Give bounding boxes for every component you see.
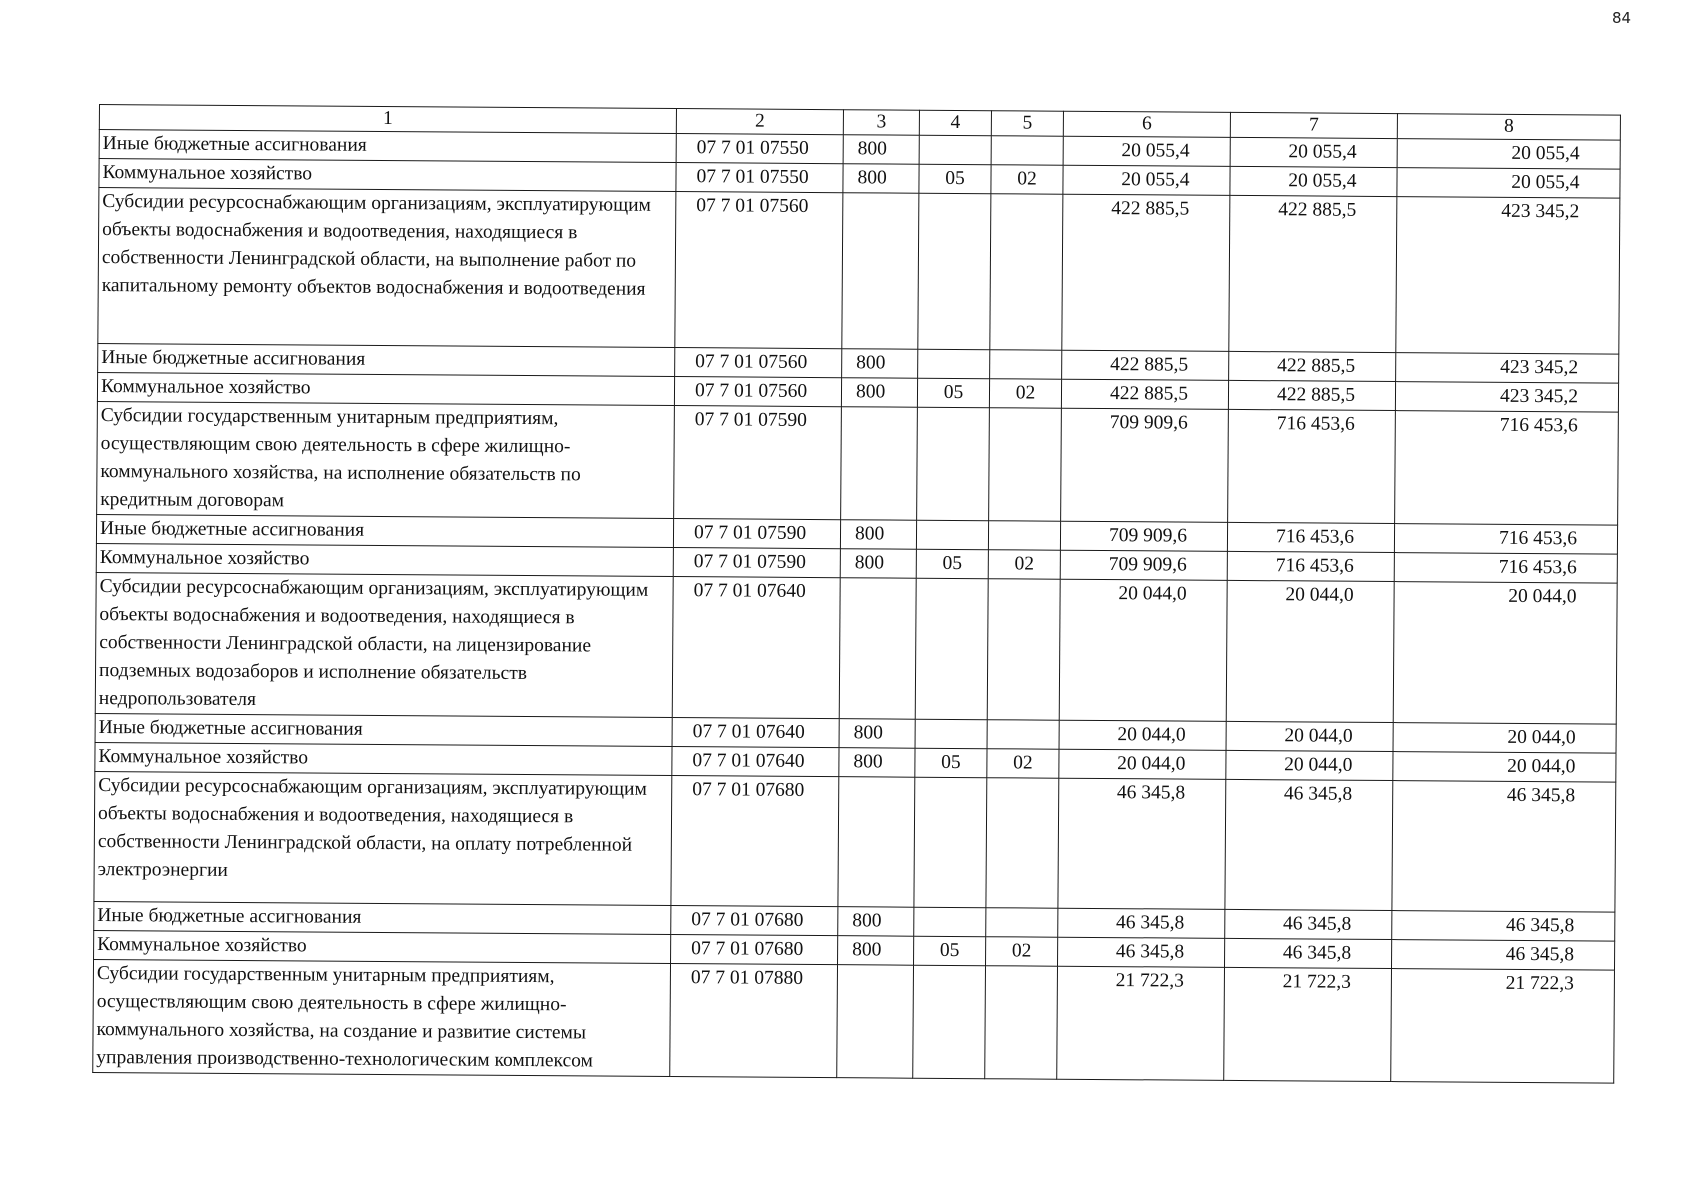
- section: [914, 777, 987, 907]
- amount-year-2: 20 044,0: [1226, 580, 1394, 722]
- expense-type: 800: [843, 164, 919, 194]
- amount-year-3: 716 453,6: [1394, 524, 1617, 555]
- amount-year-3: 20 044,0: [1393, 582, 1617, 725]
- amount-year-2: 422 885,5: [1229, 195, 1397, 352]
- section: 05: [915, 748, 987, 778]
- amount-year-2: 20 044,0: [1226, 721, 1393, 751]
- section: 05: [917, 378, 989, 408]
- amount-year-1: 20 055,4: [1063, 136, 1230, 166]
- expense-type: [842, 193, 919, 350]
- row-name: Коммунальное хозяйство: [95, 742, 672, 775]
- subsection: 02: [989, 379, 1061, 409]
- section: 05: [919, 164, 991, 194]
- column-number: 5: [991, 111, 1063, 137]
- target-code: 07 7 01 07640: [672, 747, 839, 777]
- subsection: [985, 966, 1058, 1079]
- amount-year-1: 20 055,4: [1063, 165, 1230, 195]
- amount-year-3: 423 345,2: [1395, 382, 1618, 413]
- subsection: [989, 408, 1062, 521]
- expense-type: [839, 578, 916, 720]
- row-name: Коммунальное хозяйство: [94, 930, 671, 963]
- column-number: 7: [1230, 112, 1397, 138]
- amount-year-3: 20 044,0: [1393, 723, 1616, 754]
- amount-year-2: 716 453,6: [1227, 522, 1394, 552]
- amount-year-1: 46 345,8: [1058, 908, 1225, 938]
- budget-sheet: [92, 104, 1620, 1084]
- section: [919, 135, 991, 165]
- column-number: 1: [99, 105, 676, 134]
- expense-type: [841, 407, 918, 521]
- expense-type: 800: [840, 549, 916, 579]
- target-code: 07 7 01 07680: [671, 906, 838, 936]
- amount-year-2: 21 722,3: [1224, 967, 1392, 1081]
- target-code: 07 7 01 07560: [675, 348, 842, 378]
- amount-year-1: 20 044,0: [1059, 749, 1226, 779]
- subsection: 02: [986, 937, 1058, 967]
- subsection: 02: [991, 165, 1063, 195]
- row-name: Субсидии государственным унитарным предприятиям, осуществляющим свою деятельность в сфере жилищно-коммунального хозяйства, на исполнение обязательств по кредитным договорам: [97, 401, 675, 518]
- section: [918, 349, 990, 379]
- row-name: Коммунальное хозяйство: [96, 543, 673, 576]
- target-code: 07 7 01 07550: [676, 134, 843, 164]
- subsection: [988, 521, 1060, 551]
- expense-type: 800: [839, 748, 915, 778]
- target-code: 07 7 01 07560: [675, 192, 843, 349]
- row-name: Иные бюджетные ассигнования: [99, 130, 676, 163]
- expense-type: 800: [842, 349, 918, 379]
- section: 05: [914, 936, 986, 966]
- row-name: Субсидии ресурсоснабжающим организациям, эксплуатирующим объекты водоснабжения и водоотведения, находящиеся в собственности Ленинградской области, на оплату потребленной электроэнергии: [94, 771, 672, 905]
- amount-year-1: 46 345,8: [1058, 937, 1225, 967]
- table-row: [97, 401, 1619, 525]
- amount-year-2: 422 885,5: [1229, 351, 1396, 381]
- subsection: [987, 720, 1059, 750]
- target-code: 07 7 01 07680: [671, 935, 838, 965]
- amount-year-2: 20 055,4: [1230, 137, 1397, 167]
- page-number: 84: [1612, 9, 1632, 27]
- column-number: 6: [1063, 111, 1230, 137]
- row-name: Субсидии ресурсоснабжающим организациям, эксплуатирующим объекты водоснабжения и водоотведения, находящиеся в собственности Ленинградской области, на лицензирование подземных водозаборов и исполнение обязательств недропользователя: [95, 572, 673, 717]
- section: 05: [916, 549, 988, 579]
- amount-year-3: 20 044,0: [1393, 752, 1616, 783]
- budget-table: [92, 104, 1621, 1084]
- amount-year-3: 46 345,8: [1391, 940, 1614, 971]
- target-code: 07 7 01 07550: [676, 163, 843, 193]
- table-body: [93, 130, 1621, 1084]
- row-name: Иные бюджетные ассигнования: [95, 713, 672, 746]
- section: [913, 965, 986, 1078]
- amount-year-3: 423 345,2: [1396, 197, 1620, 355]
- amount-year-3: 20 055,4: [1397, 168, 1620, 199]
- target-code: 07 7 01 07680: [671, 776, 839, 907]
- expense-type: 800: [838, 907, 914, 937]
- amount-year-1: 709 909,6: [1060, 550, 1227, 580]
- table-row: [98, 188, 1620, 355]
- amount-year-2: 422 885,5: [1228, 380, 1395, 410]
- subsection: 02: [988, 550, 1060, 580]
- section: [915, 578, 988, 719]
- section: [917, 407, 990, 520]
- amount-year-1: 422 885,5: [1062, 194, 1230, 351]
- amount-year-3: 20 055,4: [1397, 139, 1620, 170]
- expense-type: [837, 965, 914, 1079]
- subsection: [987, 579, 1060, 720]
- amount-year-1: 20 044,0: [1059, 579, 1227, 721]
- section: [918, 193, 991, 349]
- subsection: [990, 194, 1063, 350]
- section: [916, 520, 988, 550]
- amount-year-1: 21 722,3: [1057, 966, 1225, 1080]
- section: [915, 719, 987, 749]
- subsection: 02: [987, 749, 1059, 779]
- row-name: Коммунальное хозяйство: [97, 372, 674, 405]
- column-number: 8: [1397, 114, 1620, 141]
- column-number: 4: [919, 110, 991, 136]
- amount-year-2: 20 044,0: [1226, 750, 1393, 780]
- amount-year-1: 709 909,6: [1061, 408, 1229, 522]
- column-number: 2: [676, 109, 843, 135]
- expense-type: 800: [843, 135, 919, 165]
- row-name: Субсидии ресурсоснабжающим организациям, эксплуатирующим объекты водоснабжения и водоотведения, находящиеся в собственности Ленинградской области, на выполнение работ по капитальному ремонту объектов водоснабжения и водоотведения: [98, 188, 676, 348]
- target-code: 07 7 01 07590: [674, 406, 842, 520]
- target-code: 07 7 01 07880: [670, 964, 838, 1078]
- table-row: [93, 959, 1615, 1083]
- column-number: 3: [843, 110, 919, 136]
- amount-year-3: 423 345,2: [1396, 353, 1619, 384]
- subsection: [986, 908, 1058, 938]
- expense-type: [838, 777, 915, 908]
- target-code: 07 7 01 07590: [673, 519, 840, 549]
- target-code: 07 7 01 07560: [674, 377, 841, 407]
- amount-year-2: 716 453,6: [1228, 409, 1396, 523]
- row-name: Коммунальное хозяйство: [99, 159, 676, 192]
- row-name: Иные бюджетные ассигнования: [94, 901, 671, 934]
- amount-year-2: 20 055,4: [1230, 166, 1397, 196]
- subsection: [986, 778, 1059, 908]
- expense-type: 800: [839, 719, 915, 749]
- expense-type: 800: [840, 520, 916, 550]
- target-code: 07 7 01 07640: [672, 577, 840, 719]
- expense-type: 800: [841, 378, 917, 408]
- expense-type: 800: [838, 936, 914, 966]
- amount-year-1: 46 345,8: [1058, 778, 1226, 909]
- amount-year-3: 716 453,6: [1394, 553, 1617, 584]
- table-row: [94, 771, 1616, 912]
- amount-year-2: 716 453,6: [1227, 551, 1394, 581]
- target-code: 07 7 01 07640: [672, 718, 839, 748]
- amount-year-2: 46 345,8: [1225, 779, 1393, 910]
- amount-year-3: 716 453,6: [1395, 411, 1619, 526]
- amount-year-3: 46 345,8: [1392, 781, 1616, 913]
- amount-year-3: 46 345,8: [1392, 911, 1615, 942]
- amount-year-1: 422 885,5: [1061, 379, 1228, 409]
- subsection: [991, 136, 1063, 166]
- row-name: Иные бюджетные ассигнования: [98, 343, 675, 376]
- subsection: [990, 350, 1062, 380]
- amount-year-2: 46 345,8: [1225, 938, 1392, 968]
- amount-year-1: 422 885,5: [1062, 350, 1229, 380]
- target-code: 07 7 01 07590: [673, 548, 840, 578]
- amount-year-1: 709 909,6: [1060, 521, 1227, 551]
- table-row: [95, 572, 1617, 724]
- amount-year-3: 21 722,3: [1391, 969, 1615, 1084]
- row-name: Иные бюджетные ассигнования: [96, 514, 673, 547]
- section: [914, 907, 986, 937]
- amount-year-2: 46 345,8: [1225, 909, 1392, 939]
- amount-year-1: 20 044,0: [1059, 720, 1226, 750]
- row-name: Субсидии государственным унитарным предприятиям, осуществляющим свою деятельность в сфере жилищно-коммунального хозяйства, на создание и развитие системы управления производственно-технологическим комплексом: [93, 959, 671, 1076]
